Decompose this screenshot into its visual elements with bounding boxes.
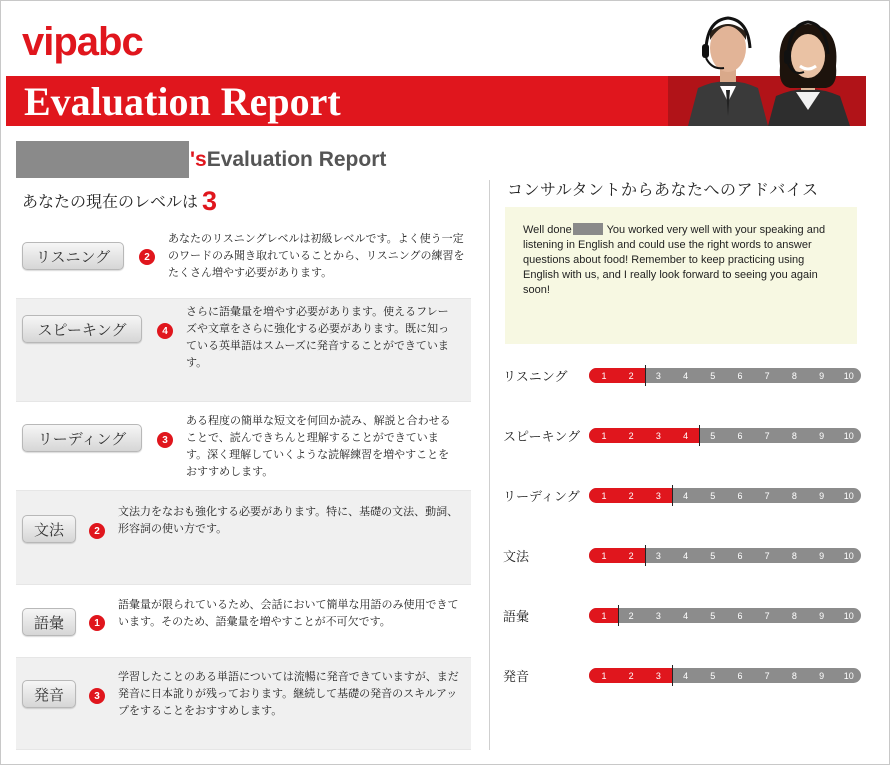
bar-tick-label: 3 [655, 550, 661, 561]
possessive-suffix: 's [190, 148, 207, 171]
bar-label: リスニング [503, 370, 568, 385]
bar-level-marker [672, 665, 673, 686]
bar-tick-label: 4 [683, 550, 689, 561]
bar-tick-label: 4 [683, 490, 689, 501]
bar-tick-label: 3 [655, 370, 661, 381]
skill-score-speaking: 4 [157, 323, 173, 339]
bar-track [589, 428, 861, 443]
bar-tick-label: 5 [710, 550, 716, 561]
bar-label: 発音 [503, 670, 530, 685]
skill-score-grammar: 2 [89, 523, 105, 539]
bar-tick-label: 1 [601, 490, 607, 501]
bar-tick-label: 8 [791, 550, 797, 561]
skill-button-speaking[interactable]: スピーキング [22, 315, 142, 343]
skill-row-vocabulary [16, 585, 471, 658]
bar-tick-label: 4 [683, 430, 689, 441]
bar-tick-label: 3 [655, 490, 661, 501]
bar-label: 文法 [503, 550, 530, 565]
bar-tick-label: 2 [628, 550, 634, 561]
bar-track [589, 668, 861, 683]
bar-tick-label: 9 [819, 550, 825, 561]
bar-tick-label: 10 [843, 370, 854, 381]
column-divider [489, 180, 490, 750]
bar-level-marker [645, 365, 646, 386]
advice-text-start: Well done [523, 224, 572, 236]
bar-tick-label: 5 [710, 490, 716, 501]
skill-score-vocabulary: 1 [89, 615, 105, 631]
redacted-student-name [16, 141, 189, 178]
bar-tick-label: 1 [601, 670, 607, 681]
skill-button-listening[interactable]: リスニング [22, 242, 124, 270]
vipabc-logo: vipabc [22, 20, 143, 64]
skill-button-vocabulary[interactable]: 語彙 [22, 608, 76, 636]
report-heading [190, 148, 386, 172]
skill-description-pronunciation: 学習したことのある単語については流暢に発音できていますが、まだ発音に日本訛りが残っております。継続して基礎の発音のスキルアップをすることをおすすめします。 [118, 670, 459, 717]
skill-description-grammar: 文法力をなおも強化する必要があります。特に、基礎の文法、動詞、形容詞の使い方です。 [118, 505, 459, 535]
bar-tick-label: 7 [764, 370, 770, 381]
bar-tick-label: 6 [737, 550, 743, 561]
bar-tick-label: 7 [764, 550, 770, 561]
bar-tick-label: 2 [628, 430, 634, 441]
current-level-value: 3 [202, 186, 218, 216]
bar-tick-label: 6 [737, 490, 743, 501]
bar-label: スピーキング [503, 430, 581, 445]
advice-box [505, 207, 857, 344]
bar-tick-label: 7 [764, 610, 770, 621]
bar-tick-label: 6 [737, 430, 743, 441]
bar-tick-label: 5 [710, 610, 716, 621]
bar-tick-label: 3 [655, 610, 661, 621]
bar-label: リーディング [503, 490, 580, 505]
bar-tick-label: 10 [843, 490, 854, 501]
bar-tick-label: 7 [764, 670, 770, 681]
bar-tick-label: 9 [819, 430, 825, 441]
bar-tick-label: 10 [843, 430, 854, 441]
bar-track [589, 548, 861, 563]
bar-tick-label: 6 [737, 610, 743, 621]
skill-row-grammar [16, 491, 471, 585]
bar-tick-label: 9 [819, 490, 825, 501]
bar-tick-label: 4 [683, 670, 689, 681]
advice-title: コンサルタントからあなたへのアドバイス [507, 180, 819, 199]
bar-tick-label: 10 [843, 610, 854, 621]
skill-row-pronunciation [16, 658, 471, 750]
redacted-name-in-advice [573, 223, 603, 235]
skill-row-listening [16, 225, 471, 299]
bar-tick-label: 7 [764, 490, 770, 501]
bar-tick-label: 10 [843, 550, 854, 561]
bar-tick-label: 3 [655, 670, 661, 681]
bar-level-marker [618, 605, 619, 626]
bar-tick-label: 3 [655, 430, 661, 441]
skill-description-listening: あなたのリスニングレベルは初級レベルです。よく使う一定のワードのみ聞き取れていることから、リスニングの練習をたくさん増やす必要があります。 [168, 232, 465, 279]
skill-score-listening: 2 [139, 249, 155, 265]
bar-tick-label: 2 [628, 670, 634, 681]
skill-score-pronunciation: 3 [89, 688, 105, 704]
bar-tick-label: 4 [683, 610, 689, 621]
bar-tick-label: 2 [628, 490, 634, 501]
bar-tick-label: 9 [819, 610, 825, 621]
report-heading-text: Evaluation Report [206, 148, 387, 171]
bar-tick-label: 9 [819, 370, 825, 381]
bar-tick-label: 5 [710, 670, 716, 681]
bar-tick-label: 5 [710, 430, 716, 441]
skill-button-pronunciation[interactable]: 発音 [22, 680, 76, 708]
bar-tick-label: 8 [791, 430, 797, 441]
bar-level-marker [699, 425, 700, 446]
bar-tick-label: 1 [601, 610, 607, 621]
bar-tick-label: 4 [683, 370, 689, 381]
bar-track [589, 368, 861, 383]
skill-description-reading: ある程度の簡単な短文を何回か読み、解説と合わせることで、読んできちんと理解することができています。深く理解していくような読解練習を増やすことをおすすめします。 [186, 414, 451, 478]
bar-tick-label: 8 [791, 490, 797, 501]
bar-track [589, 488, 861, 503]
current-level [22, 186, 217, 217]
skill-description-vocabulary: 語彙量が限られているため、会話において簡単な用語のみ使用できています。そのため、語彙量を増やすことが不可欠です。 [118, 598, 459, 628]
bar-label: 語彙 [503, 610, 530, 625]
skill-row-speaking [16, 299, 471, 402]
skill-button-reading[interactable]: リーディング [22, 424, 142, 452]
banner-title: Evaluation Report [24, 79, 341, 124]
bar-tick-label: 8 [791, 670, 797, 681]
bar-tick-label: 9 [819, 670, 825, 681]
bar-tick-label: 1 [601, 430, 607, 441]
skill-button-grammar[interactable]: 文法 [22, 515, 76, 543]
bar-tick-label: 6 [737, 370, 743, 381]
bar-tick-label: 10 [843, 670, 854, 681]
consultants-photo [668, 6, 866, 126]
bar-tick-label: 8 [791, 370, 797, 381]
bar-track [589, 608, 861, 623]
bar-tick-label: 1 [601, 370, 607, 381]
bar-level-marker [645, 545, 646, 566]
bar-tick-label: 1 [601, 550, 607, 561]
skill-row-reading [16, 402, 471, 491]
bar-tick-label: 2 [628, 610, 634, 621]
skill-description-speaking: さらに語彙量を増やす必要があります。使えるフレーズや文章をさらに強化する必要があります。既に知っている英単語はスムーズに発音することができています。 [186, 305, 450, 369]
bar-tick-label: 8 [791, 610, 797, 621]
bar-tick-label: 2 [628, 370, 634, 381]
advice-text-rest: You worked very well with your speaking and listening in English and could use the right words to answer questions about food! Remember to keep practicing using English with us, and I really look forward to seeing you again soon! [523, 224, 826, 296]
skill-score-reading: 3 [157, 432, 173, 448]
bar-tick-label: 6 [737, 670, 743, 681]
bar-tick-label: 5 [710, 370, 716, 381]
current-level-label: あなたの現在のレベルは [22, 192, 199, 211]
bar-tick-label: 7 [764, 430, 770, 441]
bar-level-marker [672, 485, 673, 506]
